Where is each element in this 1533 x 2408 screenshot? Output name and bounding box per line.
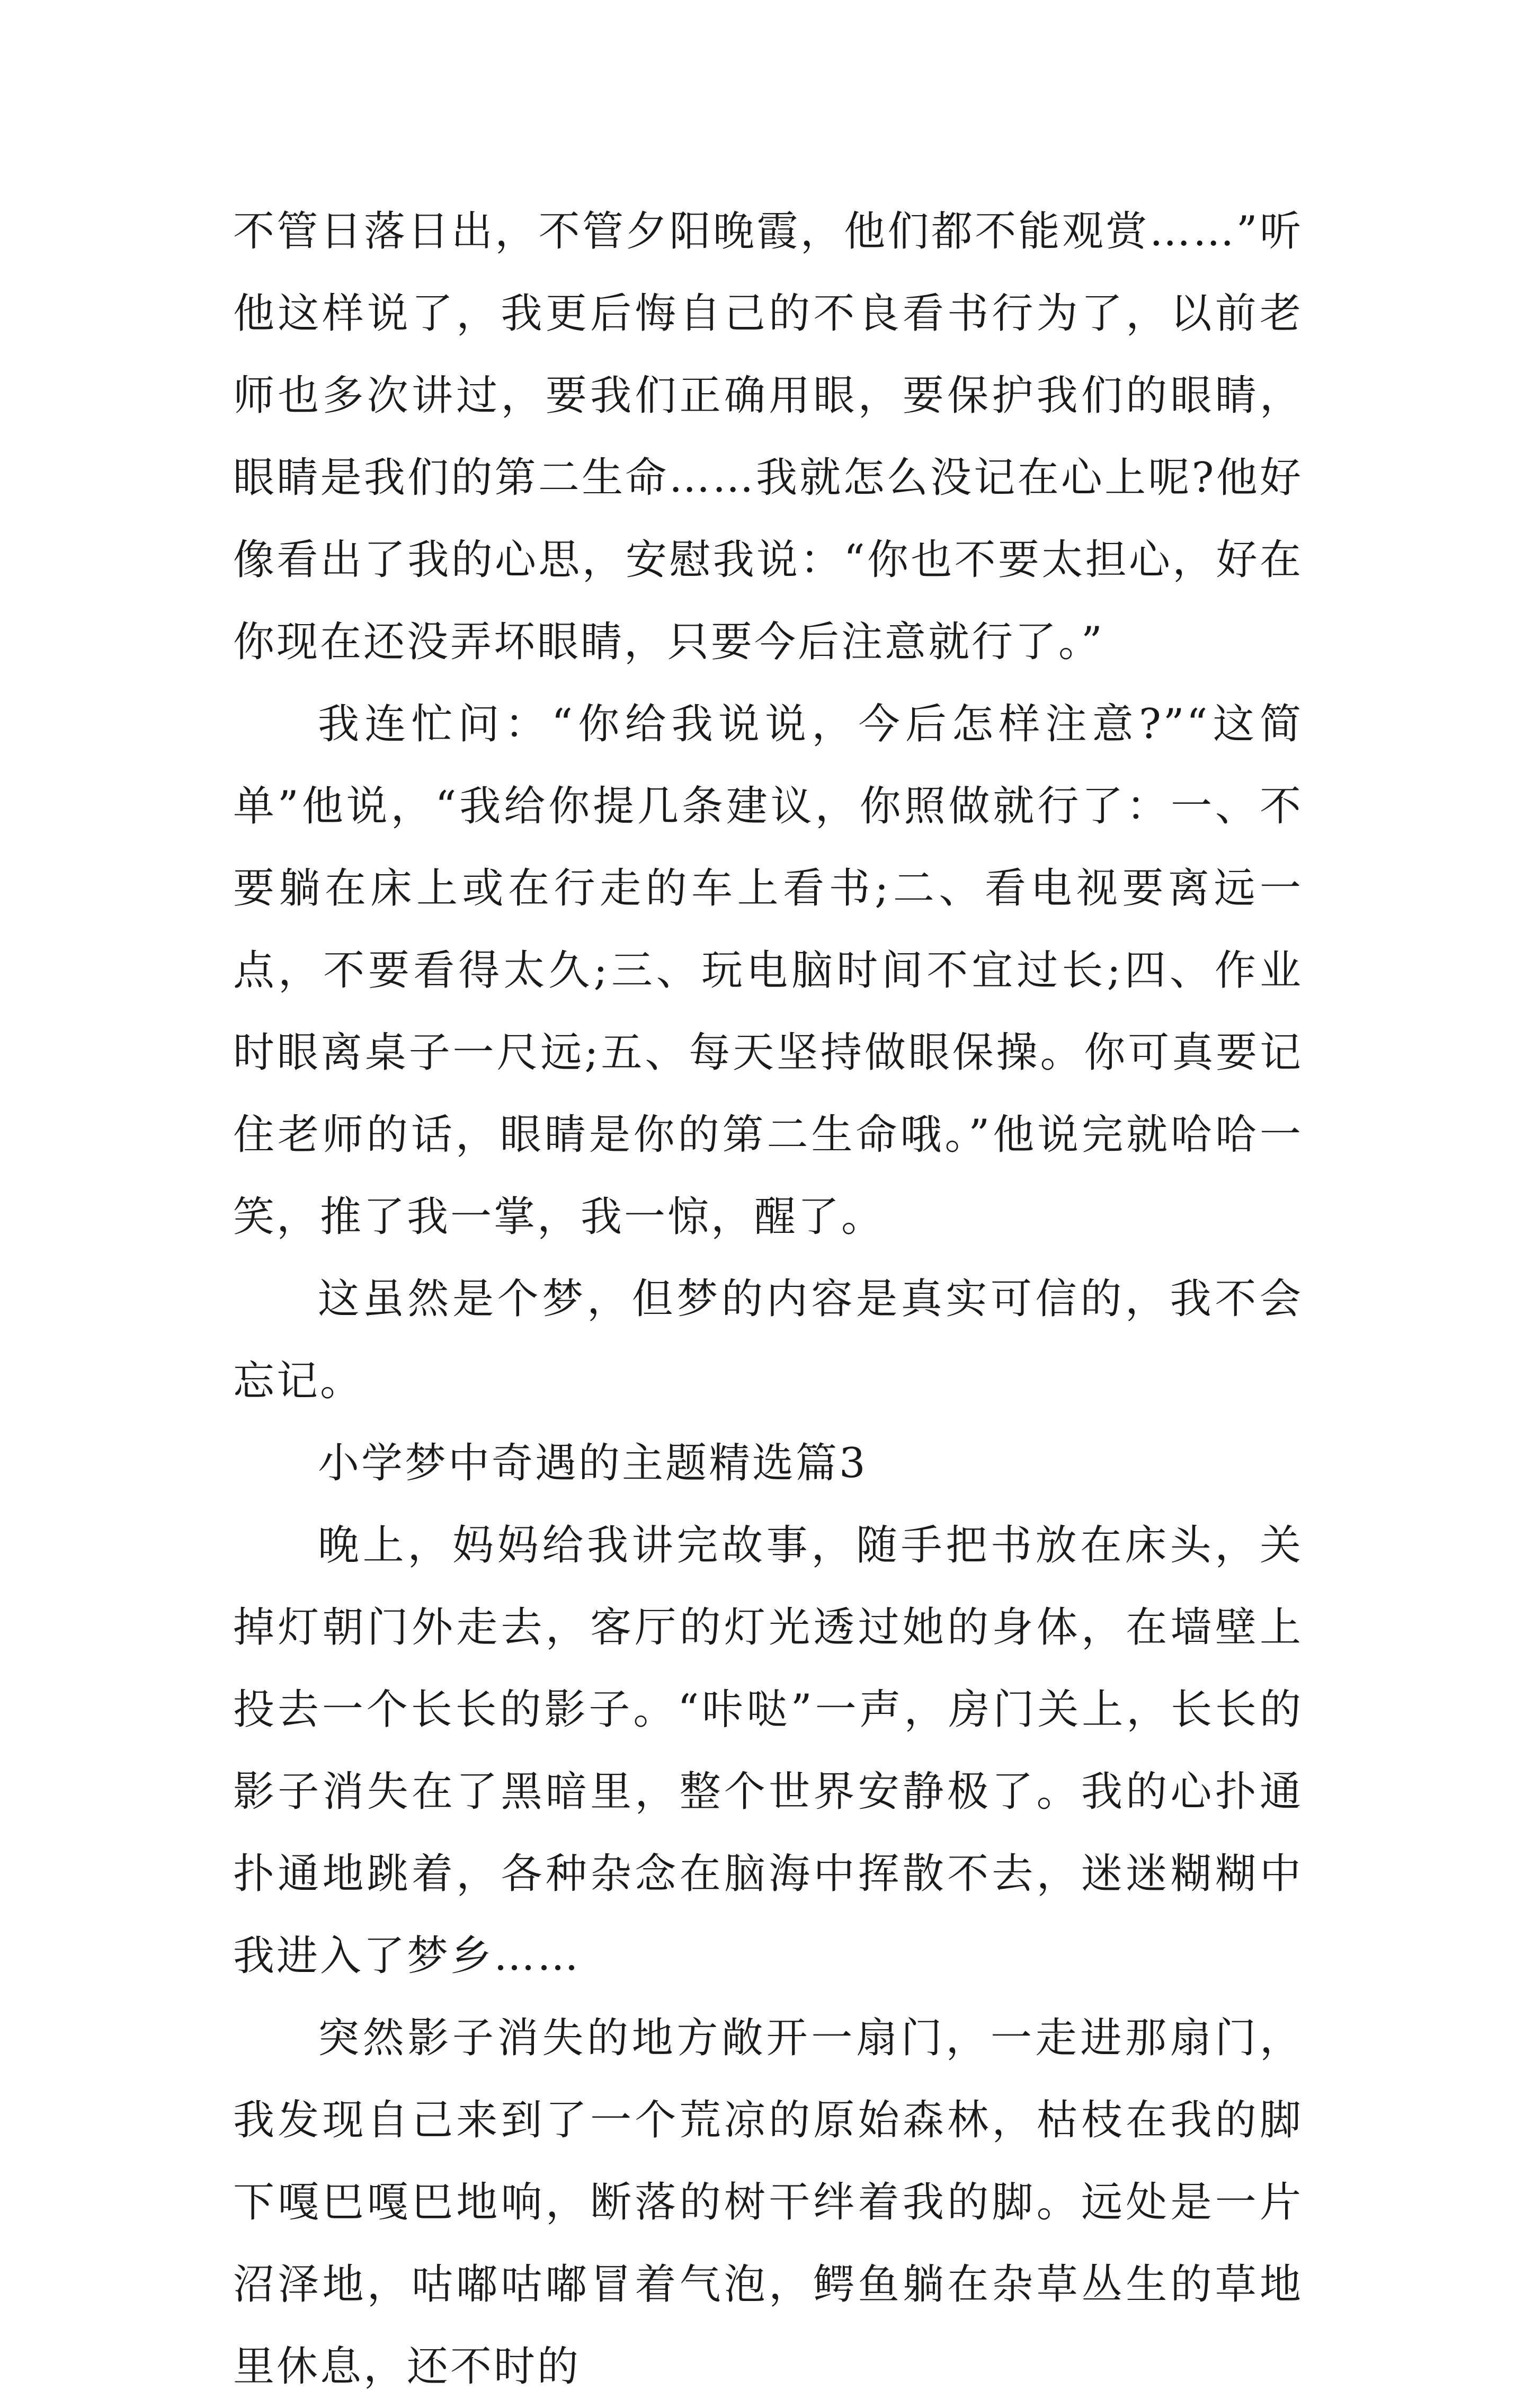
paragraph-5: 突然影子消失的地方敞开一扇门，一走进那扇门，我发现自己来到了一个荒凉的原始森林，枯枝在我的脚下嘎巴嘎巴地响，断落的树干绊着我的脚。远处是一片沼泽地，咕嘟咕嘟冒着气泡，鳄鱼躺在杂草丛生的草地里休息，还不时的 bbox=[233, 2014, 1303, 2391]
paragraph-2: 我连忙问：“你给我说说，今后怎样注意?”“这简单”他说，“我给你提几条建议，你照做就行了：一、不要躺在床上或在行走的车上看书;二、看电视要离远一点，不要看得太久;三、玩电脑时间不宜过长;四、作业时眼离桌子一尺远;五、每天坚持做眼保操。你可真要记住老师的话，眼睛是你的第二生命哦。”他说完就哈哈一笑，推了我一掌，我一惊，醒了。 bbox=[233, 700, 1303, 1241]
paragraph-1: 不管日落日出，不管夕阳晚霞，他们都不能观赏……”听他这样说了，我更后悔自己的不良看书行为了，以前老师也多次讲过，要我们正确用眼，要保护我们的眼睛，眼睛是我们的第二生命……我就怎么没记在心上呢?他好像看出了我的心思，安慰我说：“你也不要太担心，好在你现在还没弄坏眼睛，只要今后注意就行了。” bbox=[233, 208, 1303, 666]
paragraph-3: 这虽然是个梦，但梦的内容是真实可信的，我不会忘记。 bbox=[233, 1275, 1303, 1405]
document-body bbox=[233, 191, 1303, 2408]
paragraph-4: 晚上，妈妈给我讲完故事，随手把书放在床头，关掉灯朝门外走去，客厅的灯光透过她的身体，在墙壁上投去一个长长的影子。“咔哒”一声，房门关上，长长的影子消失在了黑暗里，整个世界安静极了。我的心扑通扑通地跳着，各种杂念在脑海中挥散不去，迷迷糊糊中我进入了梦乡…… bbox=[233, 1522, 1303, 1980]
section-heading: 小学梦中奇遇的主题精选篇3 bbox=[318, 1440, 868, 1487]
